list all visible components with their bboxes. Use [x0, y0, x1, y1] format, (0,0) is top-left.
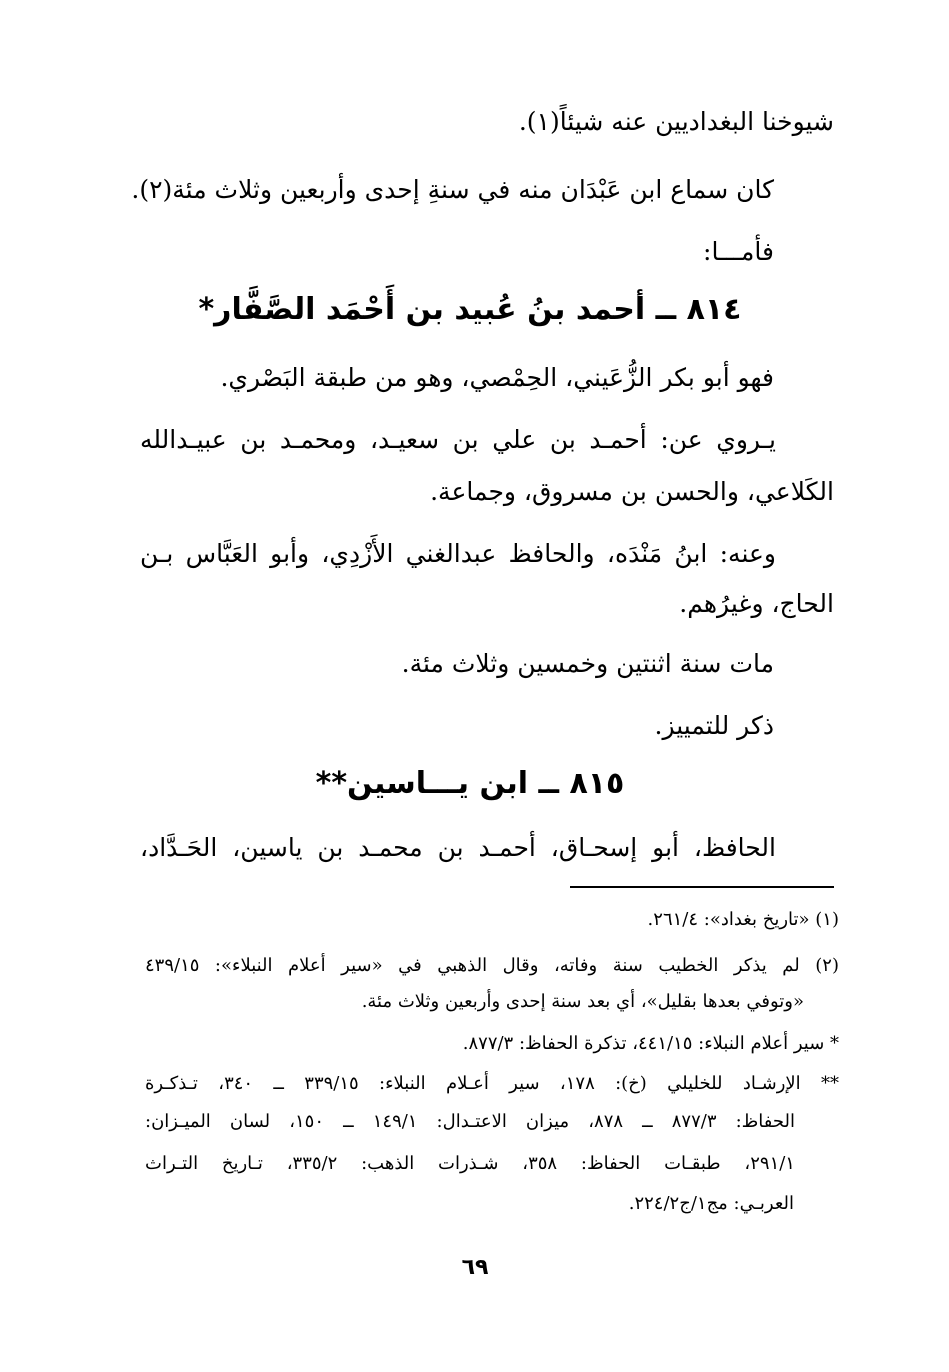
text-line: مات سنة اثنتين وخمسين وثلاث مئة.: [401, 649, 774, 678]
text-line: فأمـــا:: [703, 237, 774, 266]
text-line: وعنه: ابنُ مَنْدَه، والحافظ عبدالغني الأَزْدِي، وأبو العَبَّاس بـن: [140, 539, 776, 568]
text-line: الحافظ، أبو إسحـاق، أحمـد بن محمـد بن ياسين، الحَـدَّاد،: [140, 833, 776, 862]
entry-heading-815: ٨١٥ ــ ابن يـــاسين**: [315, 766, 625, 801]
footnote-divider: [570, 886, 834, 888]
footnote-star-2-continued: الحفاظ: ٨٧٧/٣ ــ ٨٧٨، ميزان الاعتـدال: ١٤٩/١ ــ ١٥٠، لسان الميـزان:: [145, 1111, 795, 1132]
text-line: كان سماع ابن عَبْدَان منه في سنةِ إحدى وأربعين وثلاث مئة(٢).: [131, 175, 774, 204]
footnote-star-2: ** الإرشـاد للخليلي (خ): ١٧٨، سير أعـلام النبلاء: ٣٣٩/١٥ ــ ٣٤٠، تـذكـرة: [145, 1073, 839, 1094]
footnote-2: (٢) لم يذكر الخطيب سنة وفاته، وقال الذهبي في «سير أعلام النبلاء»: ٤٣٩/١٥: [145, 955, 839, 976]
text-line: الحاج، وغيرُهم.: [679, 589, 834, 618]
text-line: ذكر للتمييز.: [654, 711, 774, 740]
entry-heading-814: ٨١٤ ــ أحمد بنُ عُبيد بن أَحْمَد الصَّفَّار*: [198, 292, 742, 327]
page-number: ٦٩: [461, 1255, 489, 1280]
footnote-star-1: * سير أعلام النبلاء: ٤٤١/١٥، تذكرة الحفاظ: ٨٧٧/٣.: [462, 1033, 839, 1054]
text-line: الكَلاعي، والحسن بن مسروق، وجماعة.: [430, 477, 834, 506]
footnote-star-2-continued: العربـي: مج١/ج٢٢٤/٢.: [628, 1193, 794, 1214]
text-line: يـروي عن: أحمـد بن علي بن سعيـد، ومحمـد بن عبيـدالله: [140, 425, 776, 454]
footnote-1: (١) «تاريخ بغداد»: ٢٦١/٤.: [647, 909, 839, 930]
footnote-2-continued: «وتوفي بعدها بقليل»، أي بعد سنة إحدى وأربعين وثلاث مئة.: [361, 991, 804, 1012]
text-line: شيوخنا البغداديين عنه شيئاً(١).: [518, 107, 834, 136]
text-line: فهو أبو بكر الزُّعَيني، الحِمْصي، وهو من طبقة البَصْري.: [220, 363, 774, 392]
footnote-star-2-continued: ٢٩١/١، طبقـات الحفاظ: ٣٥٨، شـذرات الذهب: ٣٣٥/٢، تـاريخ التـراث: [145, 1153, 795, 1174]
